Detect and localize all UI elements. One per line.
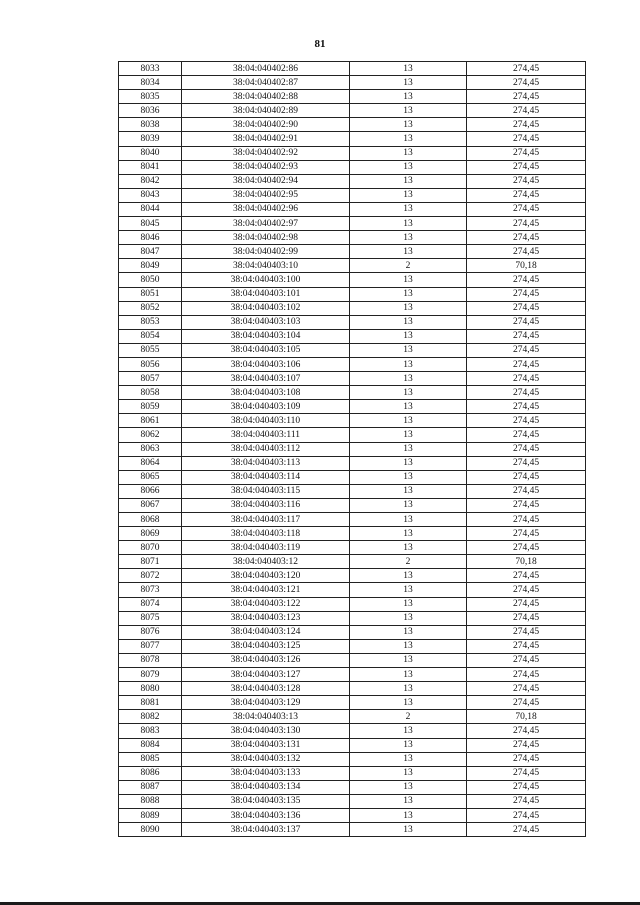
value-cell: 274,45: [467, 357, 586, 371]
table-row: [119, 315, 586, 329]
table-row: [119, 625, 586, 639]
count-cell: 13: [350, 160, 467, 174]
count-cell: 13: [350, 90, 467, 104]
value-cell: 274,45: [467, 696, 586, 710]
count-cell: 13: [350, 766, 467, 780]
row-number-cell: 8062: [119, 428, 182, 442]
count-cell: 13: [350, 202, 467, 216]
value-cell: 274,45: [467, 527, 586, 541]
cadastral-number-cell: 38:04:040403:117: [182, 513, 350, 527]
value-cell: 274,45: [467, 653, 586, 667]
row-number-cell: 8089: [119, 808, 182, 822]
value-cell: 274,45: [467, 513, 586, 527]
value-cell: 274,45: [467, 569, 586, 583]
table-row: [119, 160, 586, 174]
table-row: [119, 287, 586, 301]
value-cell: 274,45: [467, 668, 586, 682]
cadastral-number-cell: 38:04:040402:89: [182, 104, 350, 118]
count-cell: 13: [350, 597, 467, 611]
cadastral-number-cell: 38:04:040403:105: [182, 343, 350, 357]
value-cell: 274,45: [467, 456, 586, 470]
count-cell: 13: [350, 329, 467, 343]
count-cell: 13: [350, 513, 467, 527]
value-cell: 274,45: [467, 62, 586, 76]
table-row: [119, 583, 586, 597]
row-number-cell: 8057: [119, 372, 182, 386]
cadastral-table: [118, 61, 586, 837]
cadastral-number-cell: 38:04:040403:102: [182, 301, 350, 315]
table-body: [119, 62, 586, 837]
value-cell: 274,45: [467, 104, 586, 118]
table-row: [119, 527, 586, 541]
row-number-cell: 8045: [119, 217, 182, 231]
table-row: [119, 329, 586, 343]
count-cell: 2: [350, 710, 467, 724]
cadastral-number-cell: 38:04:040403:109: [182, 400, 350, 414]
count-cell: 13: [350, 470, 467, 484]
count-cell: 13: [350, 146, 467, 160]
cadastral-number-cell: 38:04:040403:135: [182, 794, 350, 808]
cadastral-number-cell: 38:04:040403:103: [182, 315, 350, 329]
value-cell: 274,45: [467, 738, 586, 752]
count-cell: 13: [350, 343, 467, 357]
table-row: [119, 174, 586, 188]
cadastral-number-cell: 38:04:040402:92: [182, 146, 350, 160]
row-number-cell: 8066: [119, 484, 182, 498]
row-number-cell: 8046: [119, 231, 182, 245]
row-number-cell: 8061: [119, 414, 182, 428]
value-cell: 274,45: [467, 386, 586, 400]
table-row: [119, 766, 586, 780]
value-cell: 274,45: [467, 118, 586, 132]
value-cell: 274,45: [467, 498, 586, 512]
value-cell: 274,45: [467, 766, 586, 780]
value-cell: 274,45: [467, 188, 586, 202]
row-number-cell: 8033: [119, 62, 182, 76]
row-number-cell: 8059: [119, 400, 182, 414]
value-cell: 274,45: [467, 484, 586, 498]
table-row: [119, 668, 586, 682]
row-number-cell: 8064: [119, 456, 182, 470]
value-cell: 70,18: [467, 710, 586, 724]
count-cell: 13: [350, 287, 467, 301]
count-cell: 13: [350, 696, 467, 710]
count-cell: 13: [350, 245, 467, 259]
cadastral-number-cell: 38:04:040403:120: [182, 569, 350, 583]
row-number-cell: 8053: [119, 315, 182, 329]
cadastral-number-cell: 38:04:040403:118: [182, 527, 350, 541]
count-cell: 13: [350, 668, 467, 682]
count-cell: 13: [350, 301, 467, 315]
value-cell: 274,45: [467, 287, 586, 301]
row-number-cell: 8070: [119, 541, 182, 555]
cadastral-number-cell: 38:04:040403:133: [182, 766, 350, 780]
count-cell: 2: [350, 259, 467, 273]
table-row: [119, 470, 586, 484]
row-number-cell: 8051: [119, 287, 182, 301]
cadastral-number-cell: 38:04:040403:13: [182, 710, 350, 724]
count-cell: 13: [350, 583, 467, 597]
value-cell: 274,45: [467, 541, 586, 555]
value-cell: 274,45: [467, 174, 586, 188]
row-number-cell: 8078: [119, 653, 182, 667]
row-number-cell: 8054: [119, 329, 182, 343]
value-cell: 274,45: [467, 301, 586, 315]
table-row: [119, 62, 586, 76]
count-cell: 13: [350, 188, 467, 202]
row-number-cell: 8034: [119, 76, 182, 90]
table-row: [119, 456, 586, 470]
count-cell: 13: [350, 823, 467, 837]
table-row: [119, 724, 586, 738]
value-cell: 274,45: [467, 273, 586, 287]
value-cell: 274,45: [467, 202, 586, 216]
table-row: [119, 541, 586, 555]
value-cell: 70,18: [467, 555, 586, 569]
count-cell: 13: [350, 484, 467, 498]
cadastral-number-cell: 38:04:040403:12: [182, 555, 350, 569]
table-row: [119, 76, 586, 90]
row-number-cell: 8087: [119, 780, 182, 794]
value-cell: 274,45: [467, 343, 586, 357]
value-cell: 274,45: [467, 90, 586, 104]
row-number-cell: 8055: [119, 343, 182, 357]
table-row: [119, 794, 586, 808]
table-row: [119, 202, 586, 216]
value-cell: 274,45: [467, 245, 586, 259]
table-row: [119, 400, 586, 414]
row-number-cell: 8058: [119, 386, 182, 400]
row-number-cell: 8044: [119, 202, 182, 216]
cadastral-number-cell: 38:04:040402:96: [182, 202, 350, 216]
cadastral-number-cell: 38:04:040402:93: [182, 160, 350, 174]
value-cell: 274,45: [467, 625, 586, 639]
cadastral-number-cell: 38:04:040403:123: [182, 611, 350, 625]
table-row: [119, 513, 586, 527]
table-row: [119, 104, 586, 118]
table-row: [119, 217, 586, 231]
count-cell: 13: [350, 780, 467, 794]
cadastral-number-cell: 38:04:040403:10: [182, 259, 350, 273]
count-cell: 13: [350, 808, 467, 822]
row-number-cell: 8088: [119, 794, 182, 808]
cadastral-number-cell: 38:04:040403:111: [182, 428, 350, 442]
count-cell: 13: [350, 541, 467, 555]
value-cell: 274,45: [467, 132, 586, 146]
count-cell: 13: [350, 569, 467, 583]
value-cell: 274,45: [467, 583, 586, 597]
table-row: [119, 484, 586, 498]
count-cell: 13: [350, 738, 467, 752]
cadastral-number-cell: 38:04:040403:119: [182, 541, 350, 555]
cadastral-number-cell: 38:04:040403:113: [182, 456, 350, 470]
row-number-cell: 8042: [119, 174, 182, 188]
count-cell: 13: [350, 456, 467, 470]
row-number-cell: 8071: [119, 555, 182, 569]
count-cell: 13: [350, 386, 467, 400]
row-number-cell: 8075: [119, 611, 182, 625]
count-cell: 13: [350, 400, 467, 414]
cadastral-number-cell: 38:04:040403:107: [182, 372, 350, 386]
count-cell: 13: [350, 794, 467, 808]
row-number-cell: 8072: [119, 569, 182, 583]
table-row: [119, 357, 586, 371]
cadastral-number-cell: 38:04:040403:114: [182, 470, 350, 484]
value-cell: 274,45: [467, 428, 586, 442]
count-cell: 13: [350, 414, 467, 428]
count-cell: 13: [350, 527, 467, 541]
row-number-cell: 8040: [119, 146, 182, 160]
row-number-cell: 8086: [119, 766, 182, 780]
cadastral-number-cell: 38:04:040403:137: [182, 823, 350, 837]
count-cell: 13: [350, 104, 467, 118]
count-cell: 13: [350, 217, 467, 231]
value-cell: 274,45: [467, 639, 586, 653]
table-row: [119, 372, 586, 386]
row-number-cell: 8056: [119, 357, 182, 371]
cadastral-number-cell: 38:04:040403:134: [182, 780, 350, 794]
cadastral-number-cell: 38:04:040403:136: [182, 808, 350, 822]
cadastral-number-cell: 38:04:040402:94: [182, 174, 350, 188]
cadastral-number-cell: 38:04:040402:86: [182, 62, 350, 76]
count-cell: 2: [350, 555, 467, 569]
cadastral-number-cell: 38:04:040402:88: [182, 90, 350, 104]
count-cell: 13: [350, 174, 467, 188]
cadastral-number-cell: 38:04:040402:90: [182, 118, 350, 132]
value-cell: 274,45: [467, 146, 586, 160]
table-row: [119, 696, 586, 710]
cadastral-number-cell: 38:04:040402:99: [182, 245, 350, 259]
count-cell: 13: [350, 62, 467, 76]
value-cell: 274,45: [467, 372, 586, 386]
row-number-cell: 8035: [119, 90, 182, 104]
row-number-cell: 8047: [119, 245, 182, 259]
row-number-cell: 8036: [119, 104, 182, 118]
count-cell: 13: [350, 118, 467, 132]
table-row: [119, 273, 586, 287]
value-cell: 274,45: [467, 808, 586, 822]
value-cell: 274,45: [467, 76, 586, 90]
cadastral-number-cell: 38:04:040403:122: [182, 597, 350, 611]
table-row: [119, 132, 586, 146]
cadastral-number-cell: 38:04:040403:108: [182, 386, 350, 400]
row-number-cell: 8039: [119, 132, 182, 146]
cadastral-number-cell: 38:04:040403:106: [182, 357, 350, 371]
table-row: [119, 245, 586, 259]
row-number-cell: 8083: [119, 724, 182, 738]
count-cell: 13: [350, 357, 467, 371]
table-row: [119, 555, 586, 569]
row-number-cell: 8090: [119, 823, 182, 837]
row-number-cell: 8073: [119, 583, 182, 597]
row-number-cell: 8082: [119, 710, 182, 724]
table-row: [119, 682, 586, 696]
table-row: [119, 498, 586, 512]
row-number-cell: 8077: [119, 639, 182, 653]
table-row: [119, 569, 586, 583]
value-cell: 274,45: [467, 780, 586, 794]
cadastral-number-cell: 38:04:040403:110: [182, 414, 350, 428]
row-number-cell: 8068: [119, 513, 182, 527]
table-row: [119, 639, 586, 653]
table-row: [119, 146, 586, 160]
table-row: [119, 597, 586, 611]
count-cell: 13: [350, 639, 467, 653]
value-cell: 274,45: [467, 231, 586, 245]
count-cell: 13: [350, 724, 467, 738]
value-cell: 274,45: [467, 682, 586, 696]
table-row: [119, 301, 586, 315]
cadastral-number-cell: 38:04:040403:121: [182, 583, 350, 597]
table-row: [119, 738, 586, 752]
count-cell: 13: [350, 752, 467, 766]
table-row: [119, 808, 586, 822]
row-number-cell: 8079: [119, 668, 182, 682]
table-row: [119, 710, 586, 724]
cadastral-number-cell: 38:04:040402:98: [182, 231, 350, 245]
table-row: [119, 414, 586, 428]
value-cell: 274,45: [467, 823, 586, 837]
count-cell: 13: [350, 682, 467, 696]
row-number-cell: 8074: [119, 597, 182, 611]
count-cell: 13: [350, 132, 467, 146]
cadastral-number-cell: 38:04:040402:95: [182, 188, 350, 202]
count-cell: 13: [350, 76, 467, 90]
cadastral-number-cell: 38:04:040402:91: [182, 132, 350, 146]
cadastral-number-cell: 38:04:040403:112: [182, 442, 350, 456]
row-number-cell: 8041: [119, 160, 182, 174]
value-cell: 274,45: [467, 329, 586, 343]
row-number-cell: 8052: [119, 301, 182, 315]
value-cell: 274,45: [467, 414, 586, 428]
cadastral-number-cell: 38:04:040403:130: [182, 724, 350, 738]
table-row: [119, 386, 586, 400]
row-number-cell: 8065: [119, 470, 182, 484]
table-row: [119, 780, 586, 794]
table-row: [119, 188, 586, 202]
value-cell: 274,45: [467, 470, 586, 484]
value-cell: 274,45: [467, 752, 586, 766]
table-row: [119, 611, 586, 625]
row-number-cell: 8038: [119, 118, 182, 132]
cadastral-number-cell: 38:04:040403:116: [182, 498, 350, 512]
value-cell: 274,45: [467, 597, 586, 611]
value-cell: 274,45: [467, 794, 586, 808]
table-row: [119, 259, 586, 273]
row-number-cell: 8043: [119, 188, 182, 202]
value-cell: 274,45: [467, 611, 586, 625]
row-number-cell: 8067: [119, 498, 182, 512]
row-number-cell: 8063: [119, 442, 182, 456]
table-row: [119, 823, 586, 837]
value-cell: 70,18: [467, 259, 586, 273]
row-number-cell: 8050: [119, 273, 182, 287]
cadastral-number-cell: 38:04:040403:132: [182, 752, 350, 766]
cadastral-number-cell: 38:04:040402:97: [182, 217, 350, 231]
cadastral-number-cell: 38:04:040402:87: [182, 76, 350, 90]
cadastral-number-cell: 38:04:040403:129: [182, 696, 350, 710]
table-row: [119, 442, 586, 456]
count-cell: 13: [350, 372, 467, 386]
cadastral-number-cell: 38:04:040403:127: [182, 668, 350, 682]
value-cell: 274,45: [467, 217, 586, 231]
value-cell: 274,45: [467, 315, 586, 329]
count-cell: 13: [350, 653, 467, 667]
row-number-cell: 8049: [119, 259, 182, 273]
table-row: [119, 653, 586, 667]
value-cell: 274,45: [467, 400, 586, 414]
cadastral-number-cell: 38:04:040403:125: [182, 639, 350, 653]
cadastral-number-cell: 38:04:040403:124: [182, 625, 350, 639]
count-cell: 13: [350, 498, 467, 512]
cadastral-number-cell: 38:04:040403:115: [182, 484, 350, 498]
row-number-cell: 8085: [119, 752, 182, 766]
cadastral-number-cell: 38:04:040403:101: [182, 287, 350, 301]
cadastral-number-cell: 38:04:040403:126: [182, 653, 350, 667]
count-cell: 13: [350, 428, 467, 442]
table-row: [119, 118, 586, 132]
count-cell: 13: [350, 611, 467, 625]
count-cell: 13: [350, 315, 467, 329]
row-number-cell: 8076: [119, 625, 182, 639]
table-row: [119, 343, 586, 357]
count-cell: 13: [350, 442, 467, 456]
cadastral-number-cell: 38:04:040403:128: [182, 682, 350, 696]
value-cell: 274,45: [467, 724, 586, 738]
value-cell: 274,45: [467, 442, 586, 456]
row-number-cell: 8081: [119, 696, 182, 710]
count-cell: 13: [350, 231, 467, 245]
value-cell: 274,45: [467, 160, 586, 174]
count-cell: 13: [350, 625, 467, 639]
table-row: [119, 752, 586, 766]
table-row: [119, 428, 586, 442]
table-row: [119, 231, 586, 245]
row-number-cell: 8080: [119, 682, 182, 696]
cadastral-number-cell: 38:04:040403:104: [182, 329, 350, 343]
row-number-cell: 8069: [119, 527, 182, 541]
cadastral-number-cell: 38:04:040403:100: [182, 273, 350, 287]
count-cell: 13: [350, 273, 467, 287]
table-row: [119, 90, 586, 104]
cadastral-number-cell: 38:04:040403:131: [182, 738, 350, 752]
row-number-cell: 8084: [119, 738, 182, 752]
page-number: 81: [314, 38, 326, 50]
